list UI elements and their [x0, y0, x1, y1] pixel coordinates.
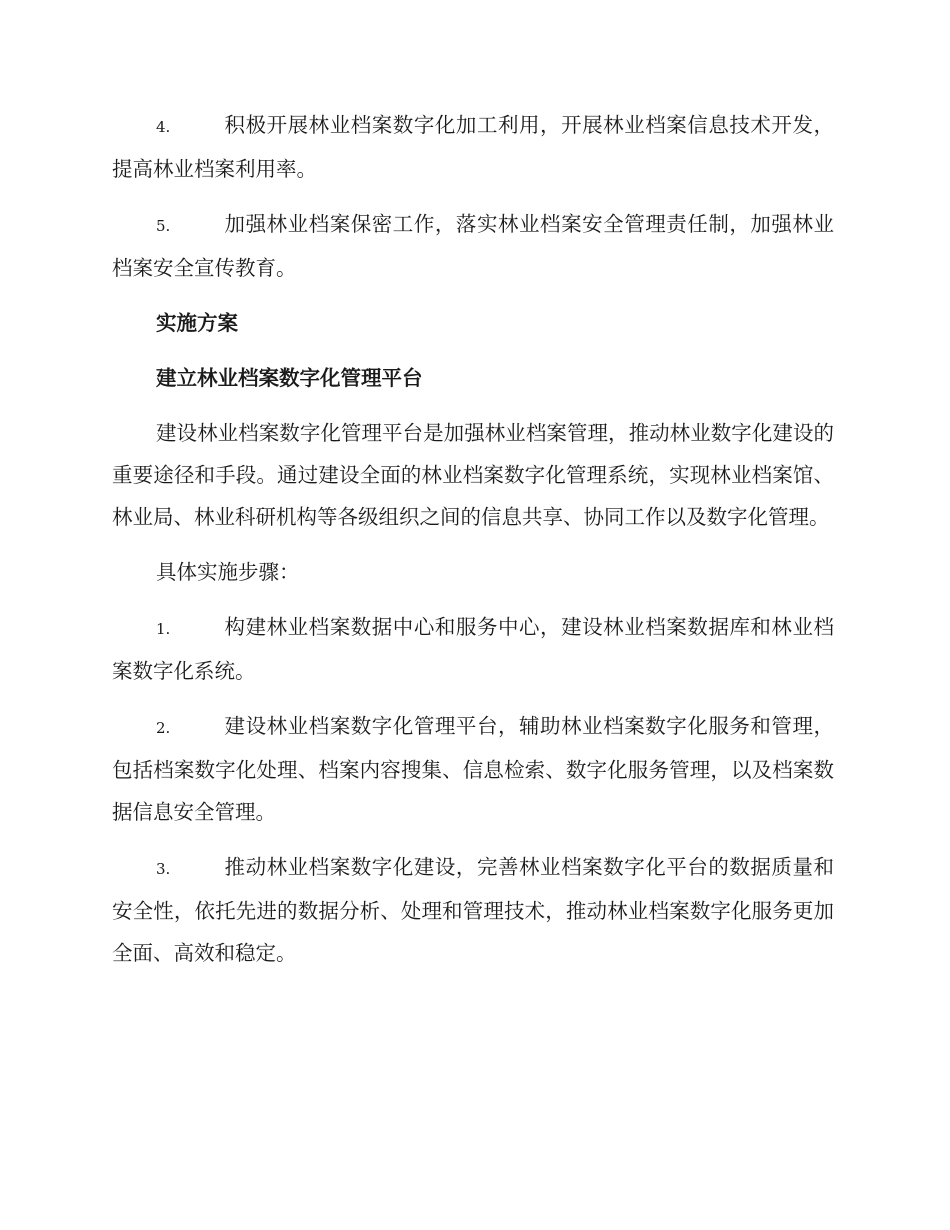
list-item-4 [112, 104, 834, 190]
list-number: 3. [156, 860, 171, 878]
section-heading: 实施方案 [156, 311, 238, 335]
step-item-2 [112, 705, 834, 833]
intro-paragraph: 建设林业档案数字化管理平台是加强林业档案管理，推动林业数字化建设的重要途径和手段。通过建设全面的林业档案数字化管理系统，实现林业档案馆、林业局、林业科研机构等各级组织之间的信息共享、协同工作以及数字化管理。 [112, 421, 834, 529]
list-item-text: 构建林业档案数据中心和服务中心，建设林业档案数据库和林业档案数字化系统。 [112, 615, 834, 683]
list-item-text: 加强林业档案保密工作，落实林业档案安全管理责任制，加强林业档案安全宣传教育。 [112, 212, 834, 280]
step-item-1 [112, 606, 834, 692]
list-item-5 [112, 203, 834, 289]
list-item-text: 推动林业档案数字化建设，完善林业档案数字化平台的数据质量和安全性，依托先进的数据分析、处理和管理技术，推动林业档案数字化服务更加全面、高效和稳定。 [112, 855, 834, 965]
list-item-text: 积极开展林业档案数字化加工利用，开展林业档案信息技术开发，提高林业档案利用率。 [112, 113, 834, 181]
list-item-text: 建设林业档案数字化管理平台，辅助林业档案数字化服务和管理，包括档案数字化处理、档案内容搜集、信息检索、数字化服务管理，以及档案数据信息安全管理。 [112, 714, 834, 824]
steps-label: 具体实施步骤： [156, 560, 300, 584]
step-item-3 [112, 846, 834, 974]
subsection-heading: 建立林业档案数字化管理平台 [156, 366, 423, 390]
document-page [112, 104, 834, 987]
list-number: 5. [156, 217, 171, 235]
list-number: 2. [156, 719, 171, 737]
list-number: 1. [156, 620, 171, 638]
list-number: 4. [156, 118, 171, 136]
